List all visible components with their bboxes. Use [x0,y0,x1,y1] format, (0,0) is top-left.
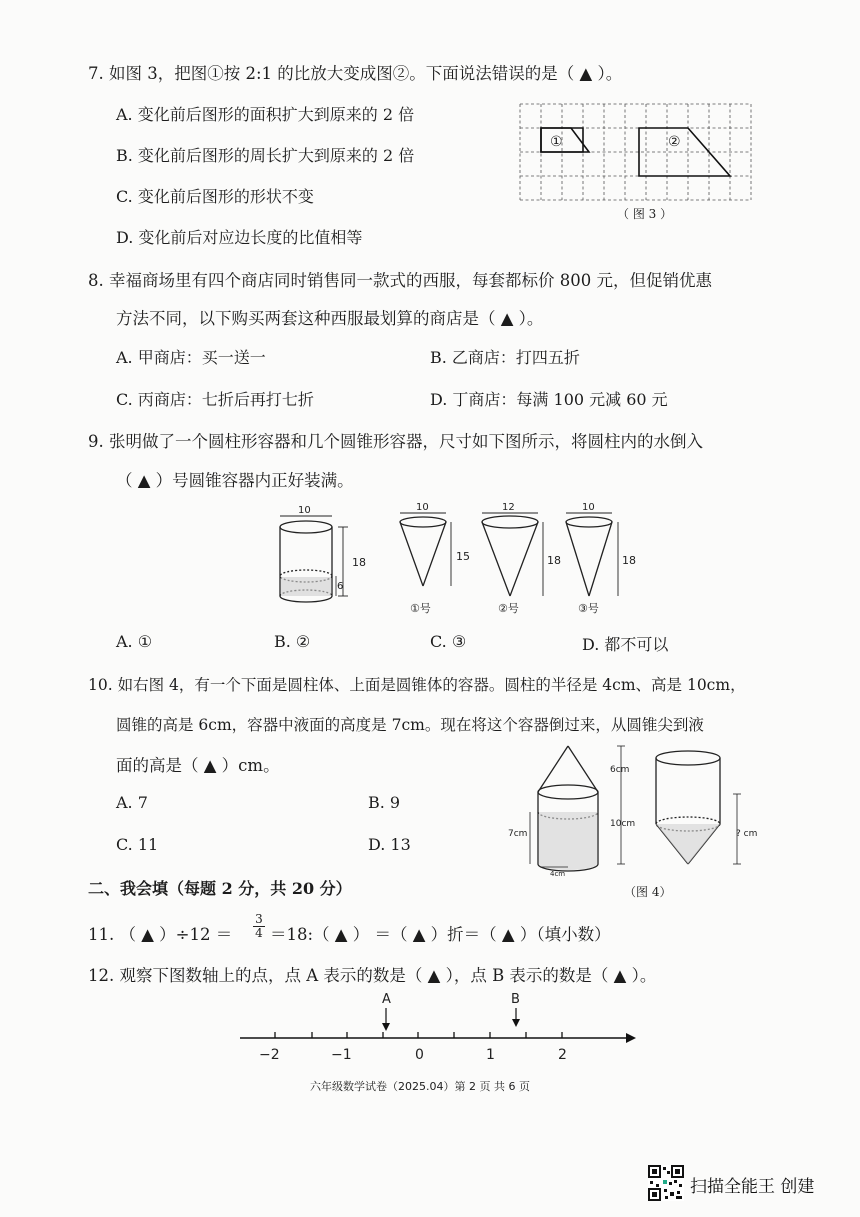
svg-text:②号: ②号 [498,602,519,615]
q12-stem: 12. 观察下图数轴上的点，点 A 表示的数是（ ▲ ），点 B 表示的数是（ ▲ ）。 [88,966,657,985]
section-2-title: 二、我会填（每题 2 分，共 20 分） [88,879,352,898]
q10-option-d: D. 13 [368,835,411,854]
q8-option-c: C. 丙商店：七折后再打七折 [116,390,314,409]
page-footer: 六年级数学试卷（2025.04）第 2 页 共 6 页 [310,1080,530,1093]
svg-text:12: 12 [502,502,515,513]
svg-text:0: 0 [415,1047,424,1063]
qr-code-icon [648,1165,684,1201]
svg-text:10: 10 [582,502,595,513]
svg-text:18: 18 [547,554,561,567]
q7-option-d: D. 变化前后对应边长度的比值相等 [116,228,363,247]
svg-text:18: 18 [622,554,636,567]
svg-text:? cm: ? cm [736,829,758,839]
q8-option-b: B. 乙商店：打四五折 [430,348,580,367]
cone-1 [400,502,470,615]
q9-option-c: C. ③ [430,632,467,651]
q9-option-a: A. ① [116,632,153,651]
svg-text:①号: ①号 [410,602,431,615]
svg-text:4cm: 4cm [550,870,566,878]
q9-stem-line2: （ ▲ ）号圆锥容器内正好装满。 [116,471,354,490]
figure-3-caption: （ 图 3 ） [617,207,673,221]
svg-text:15: 15 [456,550,470,563]
svg-text:1: 1 [486,1047,495,1063]
q10-stem-line2: 圆锥的高是 6cm，容器中液面的高度是 7cm。现在将这个容器倒过来，从圆锥尖到液 [116,716,704,734]
q11-fraction [253,913,265,940]
q8-stem-line2: 方法不同，以下购买两套这种西服最划算的商店是（ ▲ ）。 [116,309,544,328]
svg-text:−2: −2 [259,1047,280,1063]
svg-text:10cm: 10cm [610,819,636,829]
q8-option-d: D. 丁商店：每满 100 元减 60 元 [430,390,668,409]
point-b-label: B [511,992,520,1007]
shape-2-label: ② [668,134,681,150]
svg-text:2: 2 [558,1047,567,1063]
svg-text:10: 10 [416,502,429,513]
svg-text:18: 18 [352,556,366,569]
q7-option-a: A. 变化前后图形的面积扩大到原来的 2 倍 [116,105,415,124]
q7-option-b: B. 变化前后图形的周长扩大到原来的 2 倍 [116,146,415,165]
q9-option-d: D. 都不可以 [582,635,669,654]
container-inverted [656,751,741,864]
q7-option-c: C. 变化前后图形的形状不变 [116,187,314,206]
svg-text:6: 6 [337,581,344,592]
q10-option-a: A. 7 [116,793,148,812]
q10-option-c: C. 11 [116,835,159,854]
figure-3-grid [516,100,760,204]
cylinder-container [280,505,366,602]
figure-4 [500,740,770,880]
svg-text:−1: −1 [331,1047,352,1063]
svg-text:③号: ③号 [578,602,599,615]
number-line [230,985,650,1065]
shape-1-label: ① [550,134,563,150]
q7-stem: 7. 如图 3，把图①按 2:1 的比放大变成图②。下面说法错误的是（ ▲ ）。 [88,64,623,83]
cone-2 [482,502,561,615]
svg-text:6cm: 6cm [610,765,630,775]
q11-part2: ＝18:（ ▲ ） ＝（ ▲ ）折＝（ ▲ ）（填小数） [270,925,611,944]
q10-stem-line1: 10. 如右图 4，有一个下面是圆柱体、上面是圆锥体的容器。圆柱的半径是 4cm、高是 10cm， [88,676,746,694]
q10-stem-line3: 面的高是（ ▲ ）cm。 [116,756,280,775]
svg-text:10: 10 [298,505,311,516]
q11-part1: 11. （ ▲ ）÷12 ＝ [88,925,233,944]
scanner-brand: 扫描全能王 创建 [690,1177,815,1197]
q8-stem-line1: 8. 幸福商场里有四个商店同时销售同一款式的西服，每套都标价 800 元，但促销优惠 [88,271,712,290]
q9-option-b: B. ② [274,632,311,651]
q11-fraction-numerator: 3 [255,912,263,926]
svg-text:7cm: 7cm [508,829,528,839]
q11-fraction-denominator: 4 [253,926,265,940]
q9-stem-line1: 9. 张明做了一个圆柱形容器和几个圆锥形容器，尺寸如下图所示，将圆柱内的水倒入 [88,432,703,451]
q8-option-a: A. 甲商店：买一送一 [116,348,266,367]
q9-figure [270,500,650,624]
cone-3 [566,502,636,615]
q10-option-b: B. 9 [368,793,401,812]
figure-4-caption: （图 4） [624,885,672,899]
point-a-label: A [382,992,391,1007]
